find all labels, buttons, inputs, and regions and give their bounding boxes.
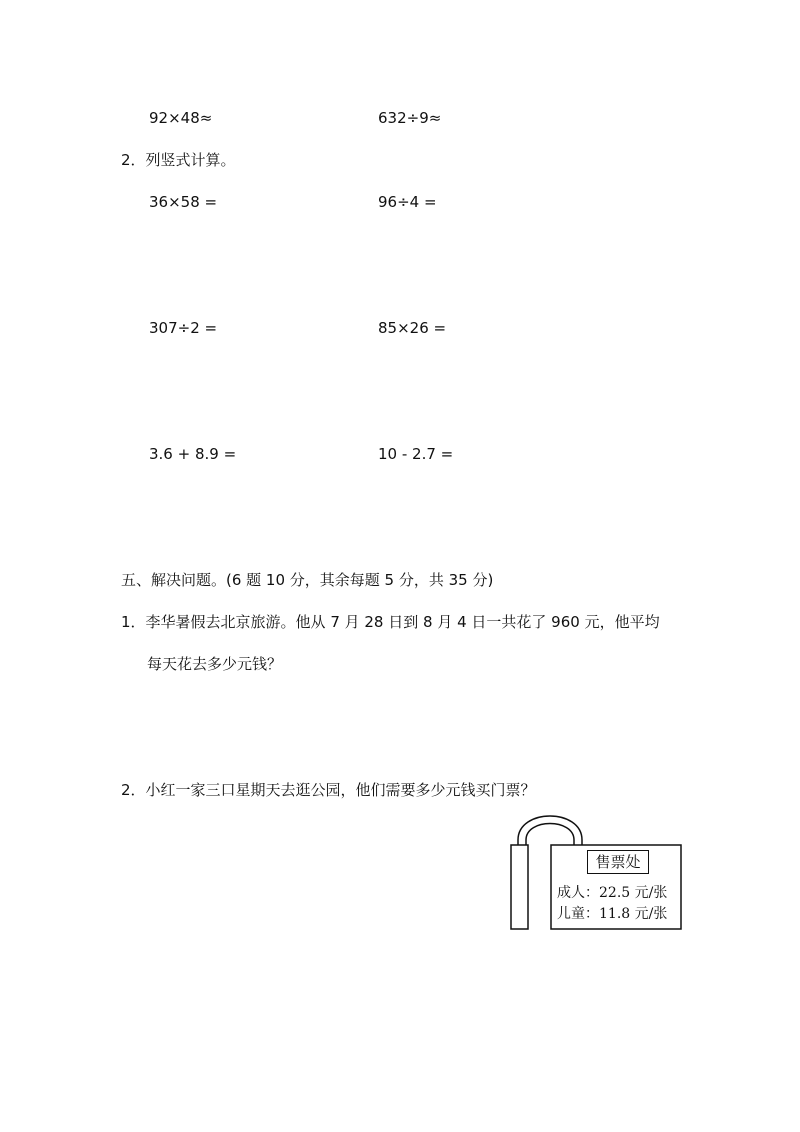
calc-problem: 85×26 = xyxy=(378,319,447,337)
vertical-calc-heading: 2．列竖式计算。 xyxy=(121,151,236,169)
calc-problem: 307÷2 = xyxy=(149,319,218,337)
estimate-problem-1: 92×48≈ xyxy=(149,109,213,127)
word-problem-1-line-2: 每天花去多少元钱？ xyxy=(147,655,283,673)
estimate-problem-2: 632÷9≈ xyxy=(378,109,442,127)
calc-problem: 3.6 + 8.9 = xyxy=(149,445,237,463)
calc-problem: 10 - 2.7 = xyxy=(378,445,454,463)
calc-problem: 96÷4 = xyxy=(378,193,437,211)
calc-problem: 36×58 = xyxy=(149,193,218,211)
word-problems-heading: 五、解决问题。(6 题 10 分，其余每题 5 分，共 35 分) xyxy=(121,571,494,589)
word-problem-1-line-1: 1．李华暑假去北京旅游。他从 7 月 28 日到 8 月 4 日一共花了 960 元，他平均 xyxy=(121,613,660,631)
adult-price: 成人：22.5 元/张 xyxy=(557,885,668,901)
word-problem-2: 2．小红一家三口星期天去逛公园，他们需要多少元钱买门票？ xyxy=(121,781,536,799)
ticket-office-label: 售票处 xyxy=(587,850,649,874)
child-price: 儿童：11.8 元/张 xyxy=(557,906,668,922)
